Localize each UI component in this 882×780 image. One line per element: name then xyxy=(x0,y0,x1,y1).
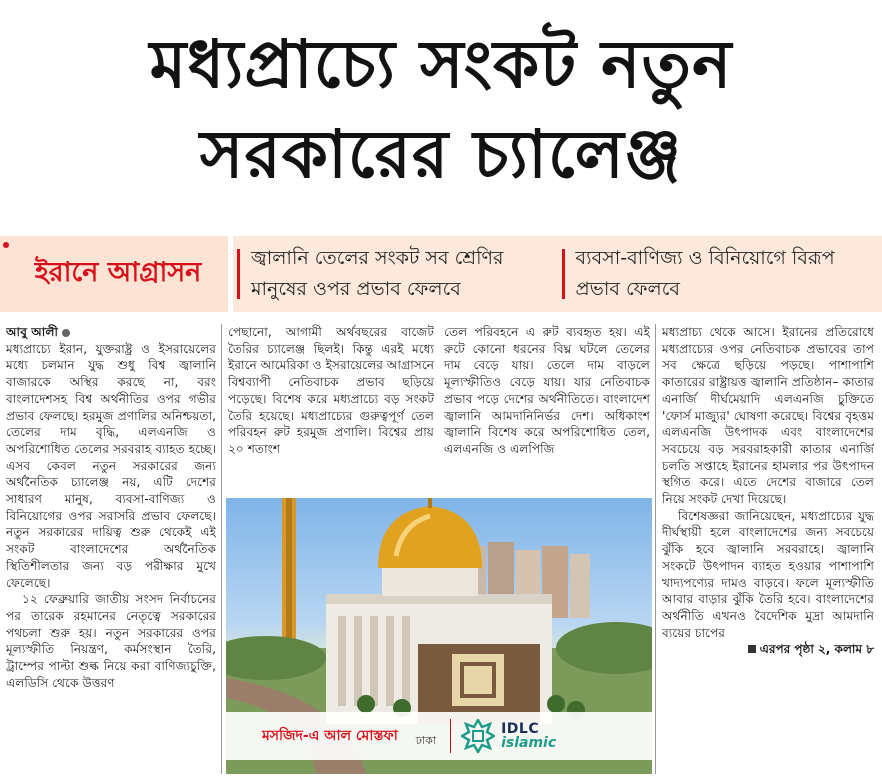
article-paragraph: তেল পরিবহনে এ রুট ব্যবহৃত হয়। এই রুটে কোনো ধরনের বিঘ্ন ঘটলে তেলের দাম বেড়ে যায়। তেলে দাম বাড়লে মূল্যস্ফীতিও বেড়ে যায়। যার নেতিবাচক প্রভাব পড়ে দেশের অর্থনীতিতে। বাংলাদেশ জ্বালানি আমদানিনির্ভর দেশ। অধিকাংশ জ্বালানি বিশেষ করে অপরিশোধিত তেল, এলএনজি ও এলপিজি xyxy=(444,325,650,456)
column-rule xyxy=(221,324,222,774)
jump-text: এরপর পৃষ্ঠা ২, কলাম ৮ xyxy=(759,642,874,657)
article-paragraph: বিশেষজ্ঞরা জানিয়েছেন, মধ্যপ্রাচ্যের যুদ্ধ দীর্ঘস্থায়ী হলে বাংলাদেশের জন্য সবচেয়ে ঝুঁকি হবে জ্বালানি সরবরাহে। জ্বালানি সংকটে উৎপাদন ব্যাহত হওয়ার পাশাপাশি খাদ্যপণ্যের দামও বাড়বে। ফলে মূল্যস্ফীতি আবার বাড়ার ঝুঁকি তৈরি হবে। বাংলাদেশের অর্থনীতি এখনও বৈদেশিক মুদ্রা আমদানি ব্যয়ের চাপের xyxy=(662,508,874,640)
article-paragraph: মধ্যপ্রাচ্যে ইরান, যুক্তরাষ্ট্র ও ইসরায়েলের মধ্যে চলমান যুদ্ধ শুধু বিশ্ব জ্বালানি বাজারকে অস্থির করছে না, বরং বাংলাদেশসহ বিশ্ব অর্থনীতির ওপর গভীর প্রভাব ফেলছে। হরমুজ প্রণালির অনিশ্চয়তা, তেলের দাম বৃদ্ধি, এলএনজি ও অপরিশোধিত তেলের সরবরাহ ব্যাহত হচ্ছে। এসব কেবল নতুন সরকারের জন্য অর্থনৈতিক চ্যালেঞ্জ নয়, এটি দেশের সাধারণ মানুষ, ব্যবসা-বাণিজ্য ও বিনিয়োগের ওপর সরাসরি প্রভাব ফেলছে। নতুন সরকারের দায়িত্ব শুরু থেকেই এই সংকট বাংলাদেশের অর্থনৈতিক স্থিতিশীলতার জন্য বড় পরীক্ষার মুখে ফেলেছে। xyxy=(6,341,216,590)
dome-finial xyxy=(428,498,432,508)
subhead-2: ব্যবসা-বাণিজ্য ও বিনিয়োগে বিরূপ প্রভাব ফেলবে xyxy=(558,243,882,305)
column-rule xyxy=(655,324,656,774)
kicker-dot-icon xyxy=(3,242,9,248)
kicker-row xyxy=(0,236,882,312)
subhead-1: জ্বালানি তেলের সংকট সব শ্রেণির মানুষের ওপর প্রভাব ফেলবে xyxy=(233,243,558,305)
kicker-box xyxy=(0,236,228,312)
sponsor-name: IDLC xyxy=(501,721,540,737)
golden-dome xyxy=(378,506,482,568)
article-paragraph: পেছানো, আগামী অর্থবছরের বাজেট তৈরির চ্যালেঞ্জ ছিলই। কিন্তু এরই মধ্যে ইরানে আমেরিকা ও ইসরায়েলের আগ্রাসনে বিশ্বব্যাপী নেতিবাচক প্রভাব ছড়িয়ে পড়েছে। বিশেষ করে মধ্যপ্রাচ্যে বড় সংকট তৈরি হয়েছে। মধ্যপ্রাচ্যের গুরুত্বপূর্ণ তেল পরিবহন রুট হরমুজ প্রণালি। বিশ্বের প্রায় ২০ শতাংশ xyxy=(228,325,434,456)
headline-line-1: মধ্যপ্রাচ্যে সংকট নতুন xyxy=(149,26,733,103)
tower-building xyxy=(570,554,590,618)
subhead-box xyxy=(233,236,882,312)
sponsor-logo xyxy=(501,722,556,750)
headline xyxy=(20,20,862,200)
calligraphy-panel xyxy=(452,654,504,706)
square-bullet-icon xyxy=(748,645,756,653)
headline-line-2: সরকারের চ্যালেঞ্জ xyxy=(199,116,683,193)
byline: আবু আলী xyxy=(6,325,59,339)
kicker-label: ইরানে আগ্রাসন xyxy=(34,256,202,288)
caption-divider xyxy=(450,719,451,753)
idlc-logo-icon xyxy=(461,719,495,753)
article-column-1 xyxy=(6,324,216,776)
article-column-2 xyxy=(228,324,434,496)
article-column-3 xyxy=(444,324,650,496)
byline-dot-icon xyxy=(62,329,70,337)
jump-line[interactable] xyxy=(662,641,874,658)
caption-place: ঢাকা xyxy=(415,733,437,747)
dome-drum xyxy=(382,564,478,596)
sponsor-tagline: islamic xyxy=(501,735,557,751)
article-column-4 xyxy=(662,324,874,776)
photo-caption xyxy=(226,712,652,760)
caption-title: মসজিদ-এ আল মোস্তফা xyxy=(262,728,398,744)
article-paragraph: মধ্যপ্রাচ্য থেকে আসে। ইরানের প্রতিরোধে মধ্যপ্রাচ্যের ওপর নেতিবাচক প্রভাবের তাপ সব ক্ষেত্রে ছড়িয়ে পড়ছে। পাশাপাশি কাতারের রাষ্ট্রায়ত্ত জ্বালানি প্রতিষ্ঠান– কাতার এনার্জি দীর্ঘমেয়াদি এলএনজি চুক্তিতে 'ফোর্স মাজ্যুর' ঘোষণা করেছে। বিশ্বের বৃহত্তম এলএনজি উৎপাদক এবং বাংলাদেশের সবচেয়ে বড় সরবরাহকারী কাতার এনার্জি চলতি সপ্তাহে ইরানের হামলার পর উৎপাদন স্থগিত করে। এতে দেশের বাজারে তেল নিয়ে সংকট দেখা দিয়েছে। xyxy=(662,325,874,507)
article-paragraph: ১২ ফেব্রুয়ারি জাতীয় সংসদ নির্বাচনের পর তারেক রহমানের নেতৃত্বে সরকারের পথচলা শুরু হয়। নতুন সরকারের ওপর মূল্যস্ফীতি নিয়ন্ত্রণ, কর্মসংস্থান তৈরি, ট্রাম্পের পাল্টা শুল্ক নিয়ে করা বাণিজ্যচুক্তি, এলডিসি থেকে উত্তরণ xyxy=(6,592,216,690)
